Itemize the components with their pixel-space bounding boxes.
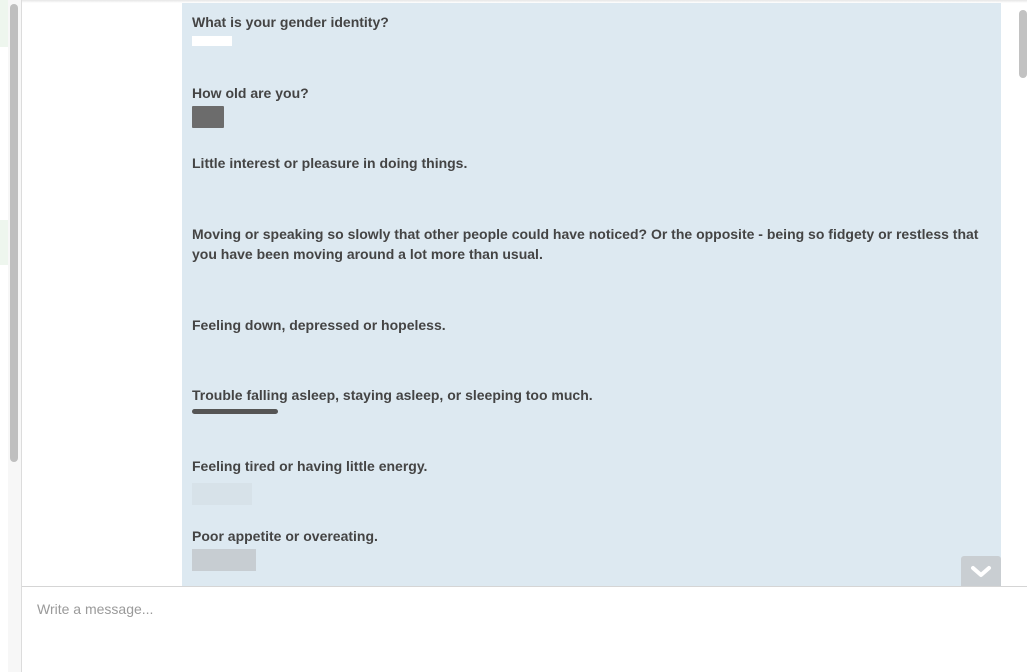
scroll-to-bottom-button[interactable] [961, 556, 1001, 586]
chat-panel [22, 0, 1027, 672]
left-edge-strip [0, 0, 8, 672]
page-scrollbar-thumb[interactable] [10, 4, 18, 462]
left-edge-highlight [0, 0, 8, 47]
page-scrollbar[interactable] [8, 0, 22, 672]
question-text: Trouble falling asleep, staying asleep, or sleeping too much. [192, 387, 593, 403]
left-edge-highlight [0, 220, 8, 265]
answer-redacted [192, 483, 252, 505]
message-composer [22, 586, 1027, 672]
message-list-scrollbar-thumb[interactable] [1019, 10, 1027, 78]
answer-redacted [192, 549, 256, 571]
question-text: Moving or speaking so slowly that other people could have noticed? Or the opposite - being so fidgety or restless that you have been moving around a lot more than usual. [192, 226, 979, 262]
message-bubble [182, 3, 1001, 586]
question-text: Poor appetite or overeating. [192, 528, 378, 544]
message-input[interactable] [22, 587, 1027, 631]
message-list[interactable] [22, 0, 1027, 586]
chevron-down-icon [970, 563, 992, 581]
question-text: Feeling tired or having little energy. [192, 458, 428, 474]
question-text: Feeling down, depressed or hopeless. [192, 317, 446, 333]
question-text: How old are you? [192, 85, 309, 101]
question-text: Little interest or pleasure in doing things. [192, 155, 468, 171]
question-text: What is your gender identity? [192, 14, 389, 30]
answer-redacted [192, 106, 224, 128]
answer-redacted [192, 36, 232, 46]
answer-redacted [192, 409, 278, 414]
